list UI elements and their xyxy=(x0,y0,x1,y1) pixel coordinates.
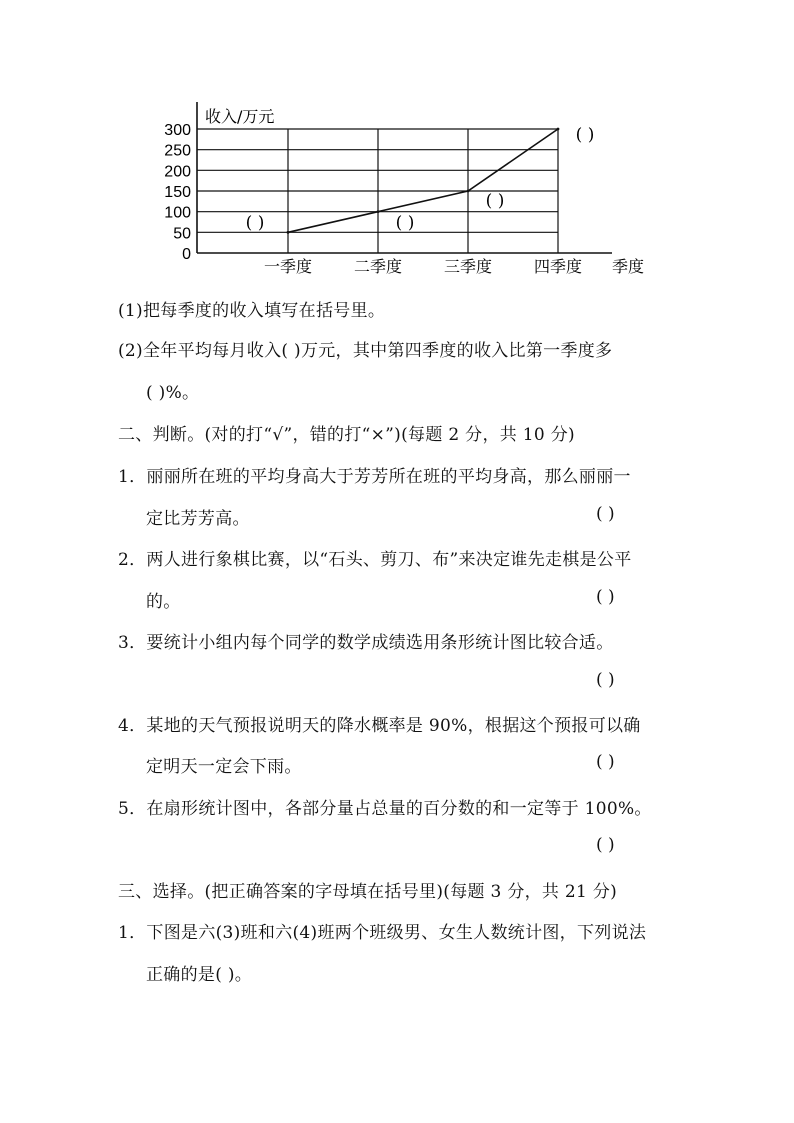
choice-item-1-line2: 正确的是( )。 xyxy=(146,965,253,985)
section2-heading: 二、判断。(对的打“√”，错的打“×”)(每题 2 分，共 10 分) xyxy=(118,425,575,445)
chart-svg xyxy=(150,96,645,286)
section3-heading: 三、选择。(把正确答案的字母填在括号里)(每题 3 分，共 21 分) xyxy=(118,882,618,902)
judge-item-5-answer-bracket[interactable]: ( ) xyxy=(596,835,615,855)
judge-item-2-answer-bracket[interactable]: ( ) xyxy=(596,587,615,607)
x-tick-label: 四季度 xyxy=(533,257,583,276)
judge-item-2-line2: 的。 xyxy=(146,592,181,612)
x-tick-label: 二季度 xyxy=(353,257,403,276)
data-point xyxy=(377,210,380,213)
y-tick-label: 0 xyxy=(182,246,191,263)
x-axis-label: 季度 xyxy=(611,257,645,276)
judge-item-3-answer-bracket[interactable]: ( ) xyxy=(596,670,615,690)
data-point xyxy=(557,128,560,131)
judge-item-1-line2: 定比芳芳高。 xyxy=(146,509,250,529)
y-tick-label: 300 xyxy=(164,122,191,139)
y-tick-label: 50 xyxy=(173,225,191,243)
data-point xyxy=(287,231,290,234)
y-tick-label: 150 xyxy=(164,184,191,201)
judge-item-4-answer-bracket[interactable]: ( ) xyxy=(596,752,615,772)
judge-item-5-line1: 5．在扇形统计图中，各部分量占总量的百分数的和一定等于 100%。 xyxy=(118,799,652,819)
data-point xyxy=(467,190,470,193)
x-tick-label: 一季度 xyxy=(263,257,313,276)
y-tick-label: 250 xyxy=(164,142,191,160)
judge-item-1-line1: 1．丽丽所在班的平均身高大于芳芳所在班的平均身高，那么丽丽一 xyxy=(118,467,631,487)
answer-bracket-2: ( ) xyxy=(395,213,415,233)
y-tick-label: 200 xyxy=(164,163,191,181)
x-tick-label: 三季度 xyxy=(443,257,493,276)
judge-item-4-line2: 定明天一定会下雨。 xyxy=(146,757,302,777)
judge-item-3-line1: 3．要统计小组内每个同学的数学成绩选用条形统计图比较合适。 xyxy=(118,633,614,653)
income-line-chart xyxy=(150,96,645,286)
series-line xyxy=(288,129,558,232)
judge-item-4-line1: 4．某地的天气预报说明天的降水概率是 90%，根据这个预报可以确 xyxy=(118,716,641,736)
question-2-line1: (2)全年平均每月收入( )万元，其中第四季度的收入比第一季度多 xyxy=(118,341,613,361)
answer-bracket-1: ( ) xyxy=(245,213,265,233)
answer-bracket-4: ( ) xyxy=(575,125,595,145)
choice-item-1-line1: 1．下图是六(3)班和六(4)班两个班级男、女生人数统计图，下列说法 xyxy=(118,923,647,943)
question-2-line2: ( )%。 xyxy=(146,383,200,403)
y-axis-label: 收入/万元 xyxy=(205,107,275,126)
y-tick-label: 100 xyxy=(164,204,191,222)
judge-item-1-answer-bracket[interactable]: ( ) xyxy=(596,504,615,524)
question-1: (1)把每季度的收入填写在括号里。 xyxy=(118,301,386,321)
answer-bracket-3: ( ) xyxy=(485,191,505,211)
judge-item-2-line1: 2．两人进行象棋比赛，以“石头、剪刀、布”来决定谁先走棋是公平 xyxy=(118,550,632,570)
